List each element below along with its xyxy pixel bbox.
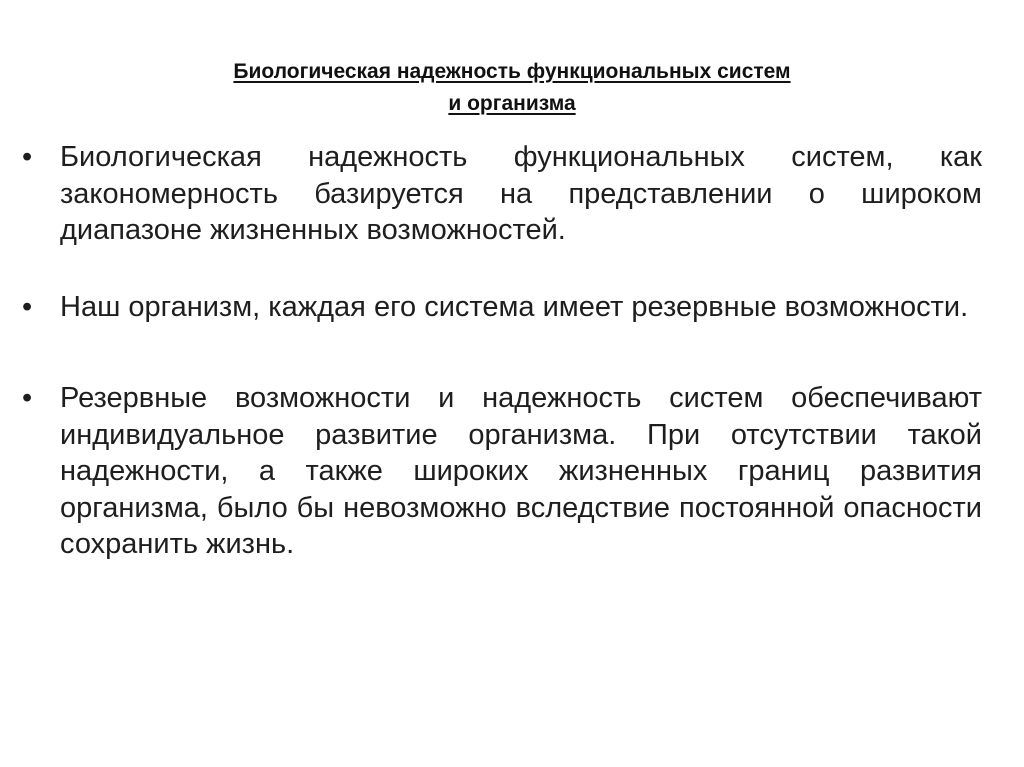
bullet-item <box>22 139 982 249</box>
bullet-text: Наш организм, каждая его система имеет резервные возможности. <box>60 290 969 323</box>
bullet-dot: • <box>22 290 33 323</box>
bullet-text: Биологическая надежность функциональных систем, как закономерность базируется на представлении о широком диапазоне жизненных возможностей. <box>60 141 982 246</box>
slide-title-line-2: и организма <box>448 92 576 115</box>
bullet-item <box>22 380 982 563</box>
bullet-dot: • <box>22 141 33 173</box>
slide-title-line-1: Биологическая надежность функциональных систем <box>233 60 791 83</box>
bullet-list <box>22 139 982 563</box>
bullet-item <box>22 289 982 326</box>
bullet-text: Резервные возможности и надежность систем обеспечивают индивидуальное развитие организма. При отсутствии такой надежности, а также широких жизненных границ развития организма, было бы невозможно вследствие постоянной опасности сохранить жизнь. <box>60 382 982 560</box>
bullet-dot: • <box>22 382 33 414</box>
slide-title <box>100 56 924 120</box>
